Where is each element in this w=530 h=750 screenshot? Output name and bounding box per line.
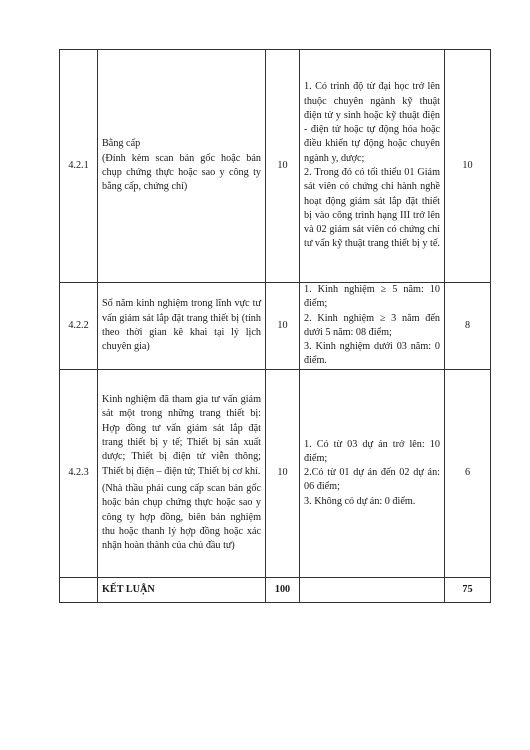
row-content xyxy=(98,369,266,577)
content-note: (Nhà thầu phải cung cấp scan bản gốc hoặc bản chụp chứng thực hoặc sao y công ty hợp đồng, biên bản nghiệm thu hoặc thanh lý hợp đồng hoặc xác nhận hoàn thành của chủ đầu tư) xyxy=(102,482,261,552)
table-row xyxy=(60,283,491,370)
conclusion-max-total: 100 xyxy=(266,577,300,602)
row-code: 4.2.3 xyxy=(60,369,98,577)
content-title: Bằng cấp xyxy=(102,138,141,150)
criteria-item: 2. Trong đó có tối thiểu 01 Giám sát viên có chứng chỉ hành nghề hoạt động giám sát lắp đặt thiết bị vào công trình hạng III trở lên và 02 giám sát viên có chứng chỉ tư vấn kỹ thuật trang thiết bị y tế. xyxy=(304,167,440,250)
row-content xyxy=(98,283,266,370)
row-code: 4.2.1 xyxy=(60,50,98,283)
row-max-score: 10 xyxy=(266,283,300,370)
row-criteria xyxy=(300,369,445,577)
row-max-score: 10 xyxy=(266,369,300,577)
row-score: 8 xyxy=(445,283,491,370)
criteria-item: 3. Kinh nghiệm dưới 03 năm: 0 điểm. xyxy=(304,341,440,367)
criteria-item: 1. Có trình độ từ đại học trở lên thuộc chuyên ngành kỹ thuật điện tử y sinh hoặc kỹ thuật điện - điện tử hoặc tự động hóa hoặc điều khiển tự động hoặc chuyên ngành y, dược; xyxy=(304,81,440,164)
criteria-item: 2. Kinh nghiệm ≥ 3 năm đến dưới 5 năm: 08 điểm; xyxy=(304,312,440,338)
row-score: 10 xyxy=(445,50,491,283)
evaluation-table xyxy=(59,49,491,603)
row-criteria xyxy=(300,50,445,283)
row-max-score: 10 xyxy=(266,50,300,283)
table-row xyxy=(60,50,491,283)
conclusion-label: KẾT LUẬN xyxy=(98,577,266,602)
content-title: Kinh nghiệm đã tham gia tư vấn giám sát một trong những trang thiết bị: Hợp đồng tư vấn giám sát lắp đặt trang thiết bị y tế; Thiết bị sản xuất dược; Thiết bị điện tử viễn thông; Thiết bị điện – điện tử; Thiết bị cơ khí. xyxy=(102,394,261,477)
conclusion-criteria xyxy=(300,577,445,602)
criteria-item: 1. Kinh nghiệm ≥ 5 năm: 10 điểm; xyxy=(304,284,440,310)
criteria-item: 2.Có từ 01 dự án đến 02 dự án: 06 điểm; xyxy=(304,467,440,493)
conclusion-code-cell xyxy=(60,577,98,602)
table-row xyxy=(60,369,491,577)
content-title: Số năm kinh nghiệm trong lĩnh vực tư vấn giám sát lắp đặt trang thiết bị (tính theo thời gian kê khai tại lý lịch chuyên gia) xyxy=(102,298,261,353)
row-content xyxy=(98,50,266,283)
row-score: 6 xyxy=(445,369,491,577)
content-note: (Đính kèm scan bản gốc hoặc bản chụp chứng thực hoặc sao y công ty bằng cấp, chứng chỉ) xyxy=(102,152,261,193)
criteria-item: 3. Không có dự án: 0 điểm. xyxy=(304,495,416,507)
criteria-item: 1. Có từ 03 dự án trở lên: 10 điểm; xyxy=(304,438,440,464)
row-criteria xyxy=(300,283,445,370)
row-code: 4.2.2 xyxy=(60,283,98,370)
conclusion-total: 75 xyxy=(445,577,491,602)
conclusion-row xyxy=(60,577,491,602)
